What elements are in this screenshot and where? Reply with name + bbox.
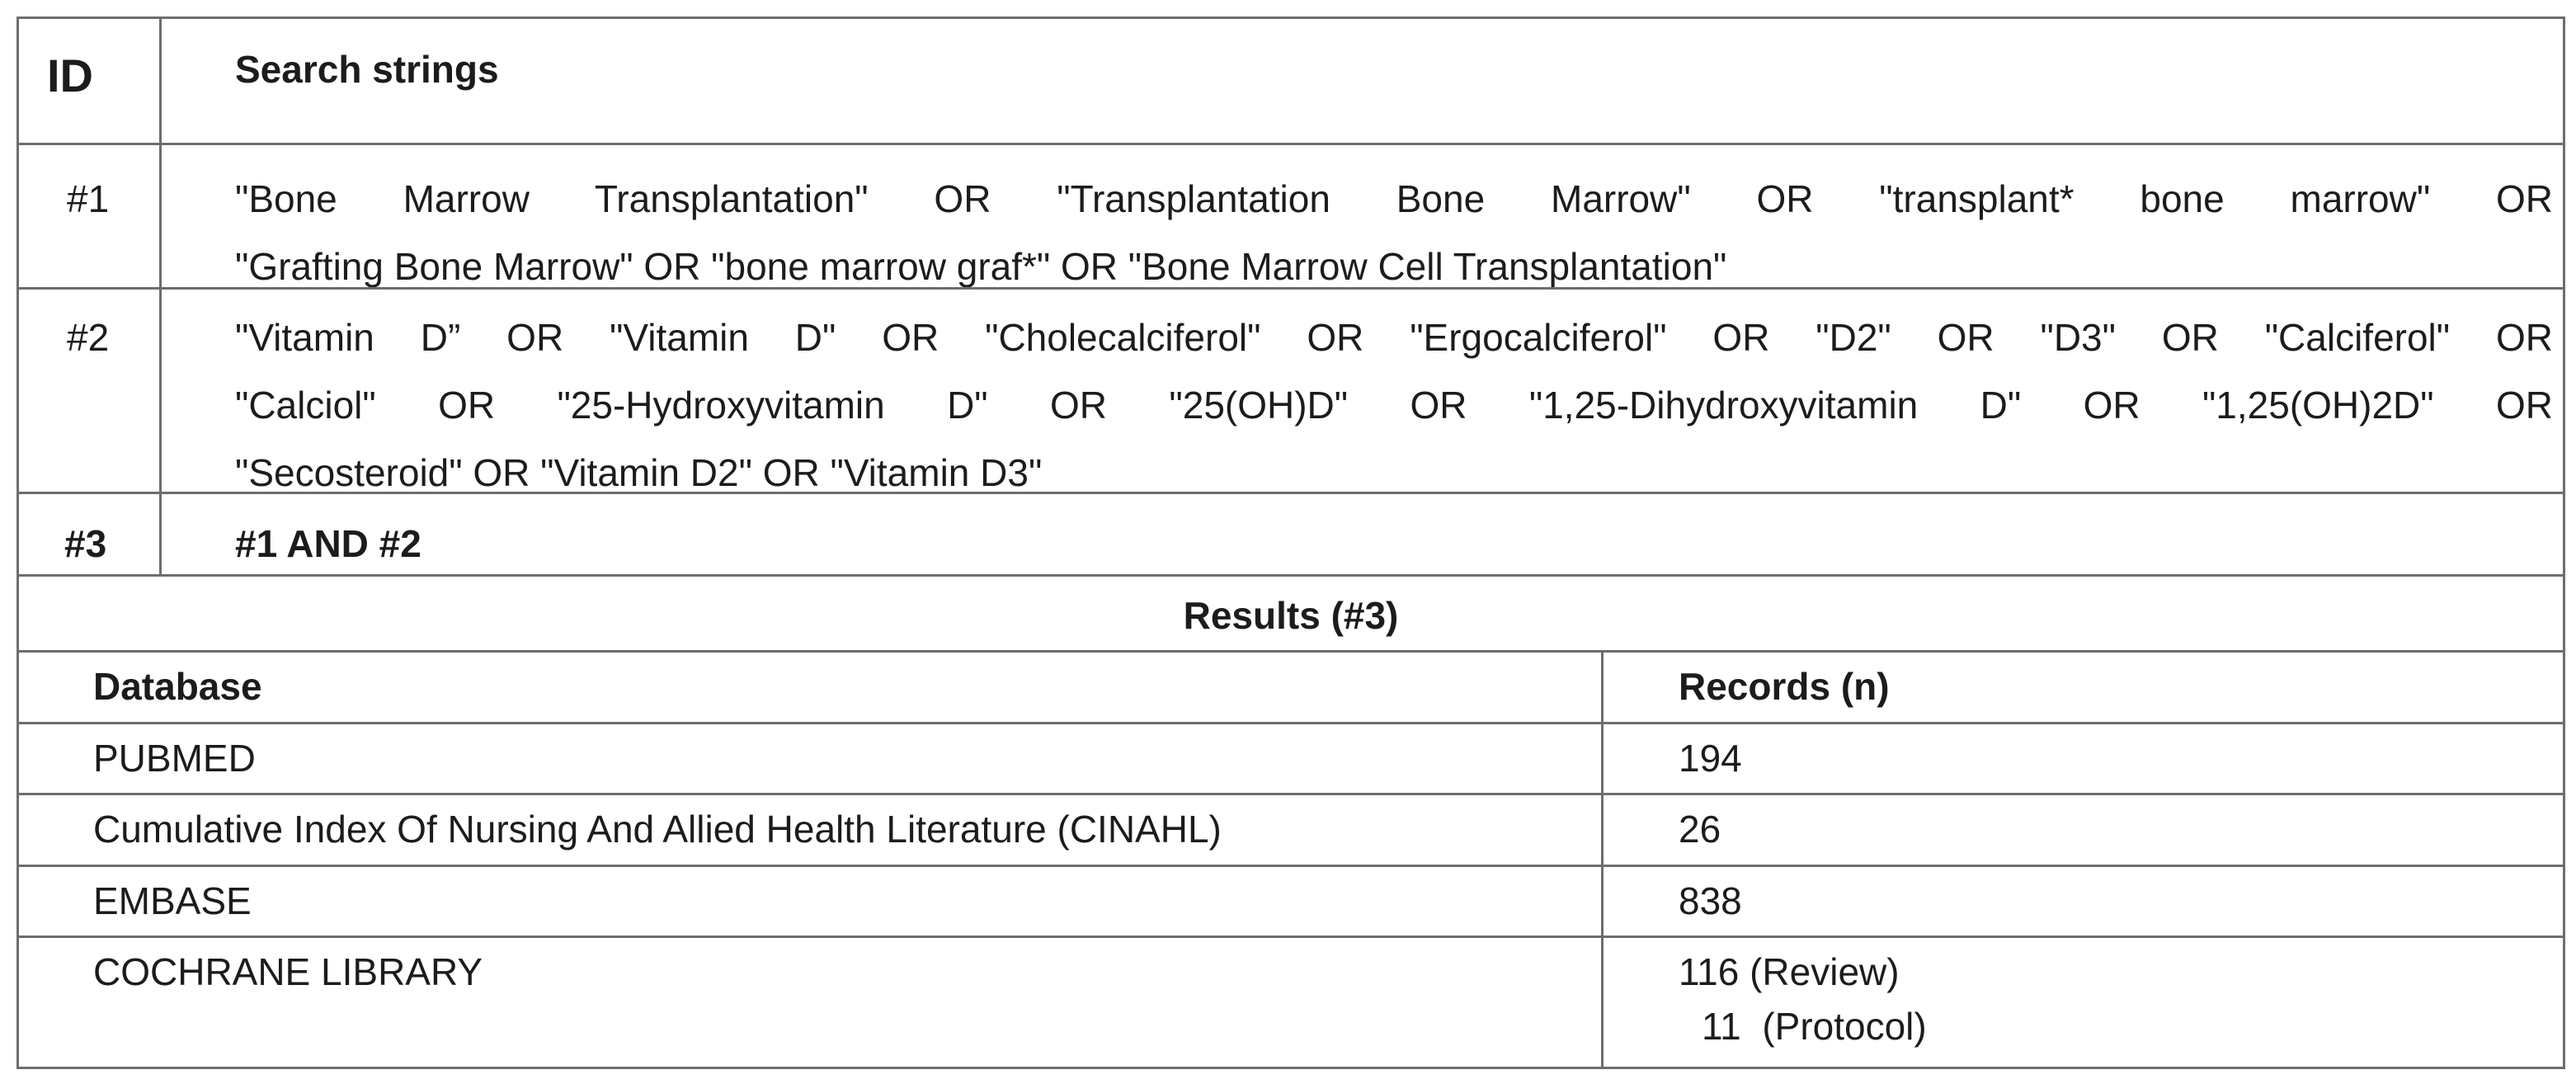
search-string-line: "Bone Marrow Transplantation" OR "Transplantation Bone Marrow" OR "transplant* bone marrow" OR: [235, 177, 2553, 220]
row-divider: [19, 574, 2563, 577]
header-id-label: ID: [47, 49, 93, 101]
search-string: #1 AND #2: [235, 522, 421, 565]
records-count: 194: [1679, 737, 1742, 780]
search-string: [235, 165, 2553, 300]
database-name: PUBMED: [93, 737, 256, 780]
search-strategy-table: [16, 16, 2565, 1069]
search-string-line: "Calciol" OR "25-Hydroxyvitamin D" OR "25(OH)D" OR "1,25-Dihydroxyvitamin D" OR "1,25(OH)2D" OR: [235, 384, 2553, 427]
header-search-label: Search strings: [235, 48, 499, 91]
database-name: Cumulative Index Of Nursing And Allied Health Literature (CINAHL): [93, 808, 1222, 851]
row-divider: [19, 650, 2563, 653]
records-count-review: 116 (Review): [1679, 950, 1900, 993]
search-string-line: "Secosteroid" OR "Vitamin D2" OR "Vitamin D3": [235, 451, 1043, 494]
records-count: 838: [1679, 879, 1742, 922]
row-divider: [19, 492, 2563, 494]
row-id: #1: [67, 177, 110, 220]
row-divider: [19, 143, 2563, 145]
row-id: #3: [64, 522, 107, 565]
row-id: #2: [67, 316, 110, 359]
search-string-line: "Grafting Bone Marrow" OR "bone marrow graf*" OR "Bone Marrow Cell Transplantation": [235, 245, 1727, 288]
records-count: 26: [1679, 808, 1721, 851]
search-string: [235, 304, 2553, 507]
records-count-protocol: 11 (Protocol): [1702, 1005, 1927, 1048]
row-divider: [19, 287, 2563, 290]
database-column-header: Database: [93, 665, 262, 708]
database-name: EMBASE: [93, 879, 252, 922]
row-divider: [19, 865, 2563, 867]
row-divider: [19, 722, 2563, 724]
search-string-line: "Vitamin D” OR "Vitamin D" OR "Cholecalciferol" OR "Ergocalciferol" OR "D2" OR "D3" OR "Calciferol" OR: [235, 316, 2553, 359]
database-name: COCHRANE LIBRARY: [93, 950, 483, 993]
results-title: Results (#3): [1183, 594, 1399, 637]
records-column-divider: [1601, 650, 1604, 1069]
records-column-header: Records (n): [1679, 665, 1890, 708]
